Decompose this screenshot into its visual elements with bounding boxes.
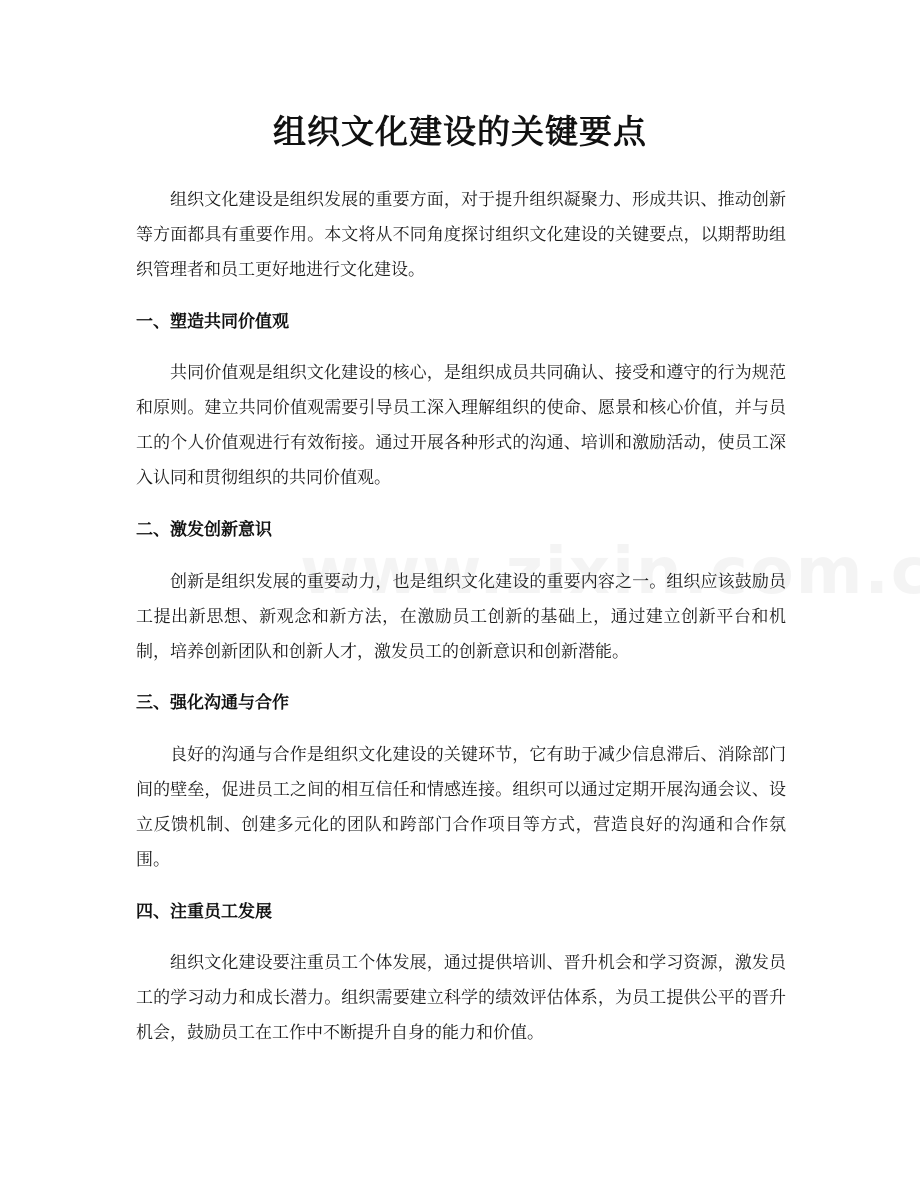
section-heading-4: 四、注重员工发展	[136, 902, 272, 922]
section-body-1: 共同价值观是组织文化建设的核心，是组织成员共同确认、接受和遵守的行为规范和原则。建立共同价值观需要引导员工深入理解组织的使命、愿景和核心价值，并与员工的个人价值观进行有效衔接。通过开展各种形式的沟通、培训和激励活动，使员工深入认同和贯彻组织的共同价值观。	[136, 363, 786, 488]
section-body-4: 组织文化建设要注重员工个体发展，通过提供培训、晋升机会和学习资源，激发员工的学习动力和成长潜力。组织需要建立科学的绩效评估体系，为员工提供公平的晋升机会，鼓励员工在工作中不断提升自身的能力和价值。	[136, 953, 786, 1043]
section-heading-1: 一、塑造共同价值观	[136, 312, 289, 332]
section-heading-3: 三、强化沟通与合作	[136, 693, 289, 713]
section-body-2: 创新是组织发展的重要动力，也是组织文化建设的重要内容之一。组织应该鼓励员工提出新思想、新观念和新方法，在激励员工创新的基础上，通过建立创新平台和机制，培养创新团队和创新人才，激发员工的创新意识和创新潜能。	[136, 572, 786, 662]
section-heading-2: 二、激发创新意识	[136, 520, 272, 540]
intro-paragraph: 组织文化建设是组织发展的重要方面，对于提升组织凝聚力、形成共识、推动创新等方面都具有重要作用。本文将从不同角度探讨组织文化建设的关键要点，以期帮助组织管理者和员工更好地进行文化建设。	[136, 190, 786, 280]
document-title: 组织文化建设的关键要点	[273, 112, 647, 151]
section-body-3: 良好的沟通与合作是组织文化建设的关键环节，它有助于减少信息滞后、消除部门间的壁垒，促进员工之间的相互信任和情感连接。组织可以通过定期开展沟通会议、设立反馈机制、创建多元化的团队和跨部门合作项目等方式，营造良好的沟通和合作氛围。	[136, 745, 786, 870]
